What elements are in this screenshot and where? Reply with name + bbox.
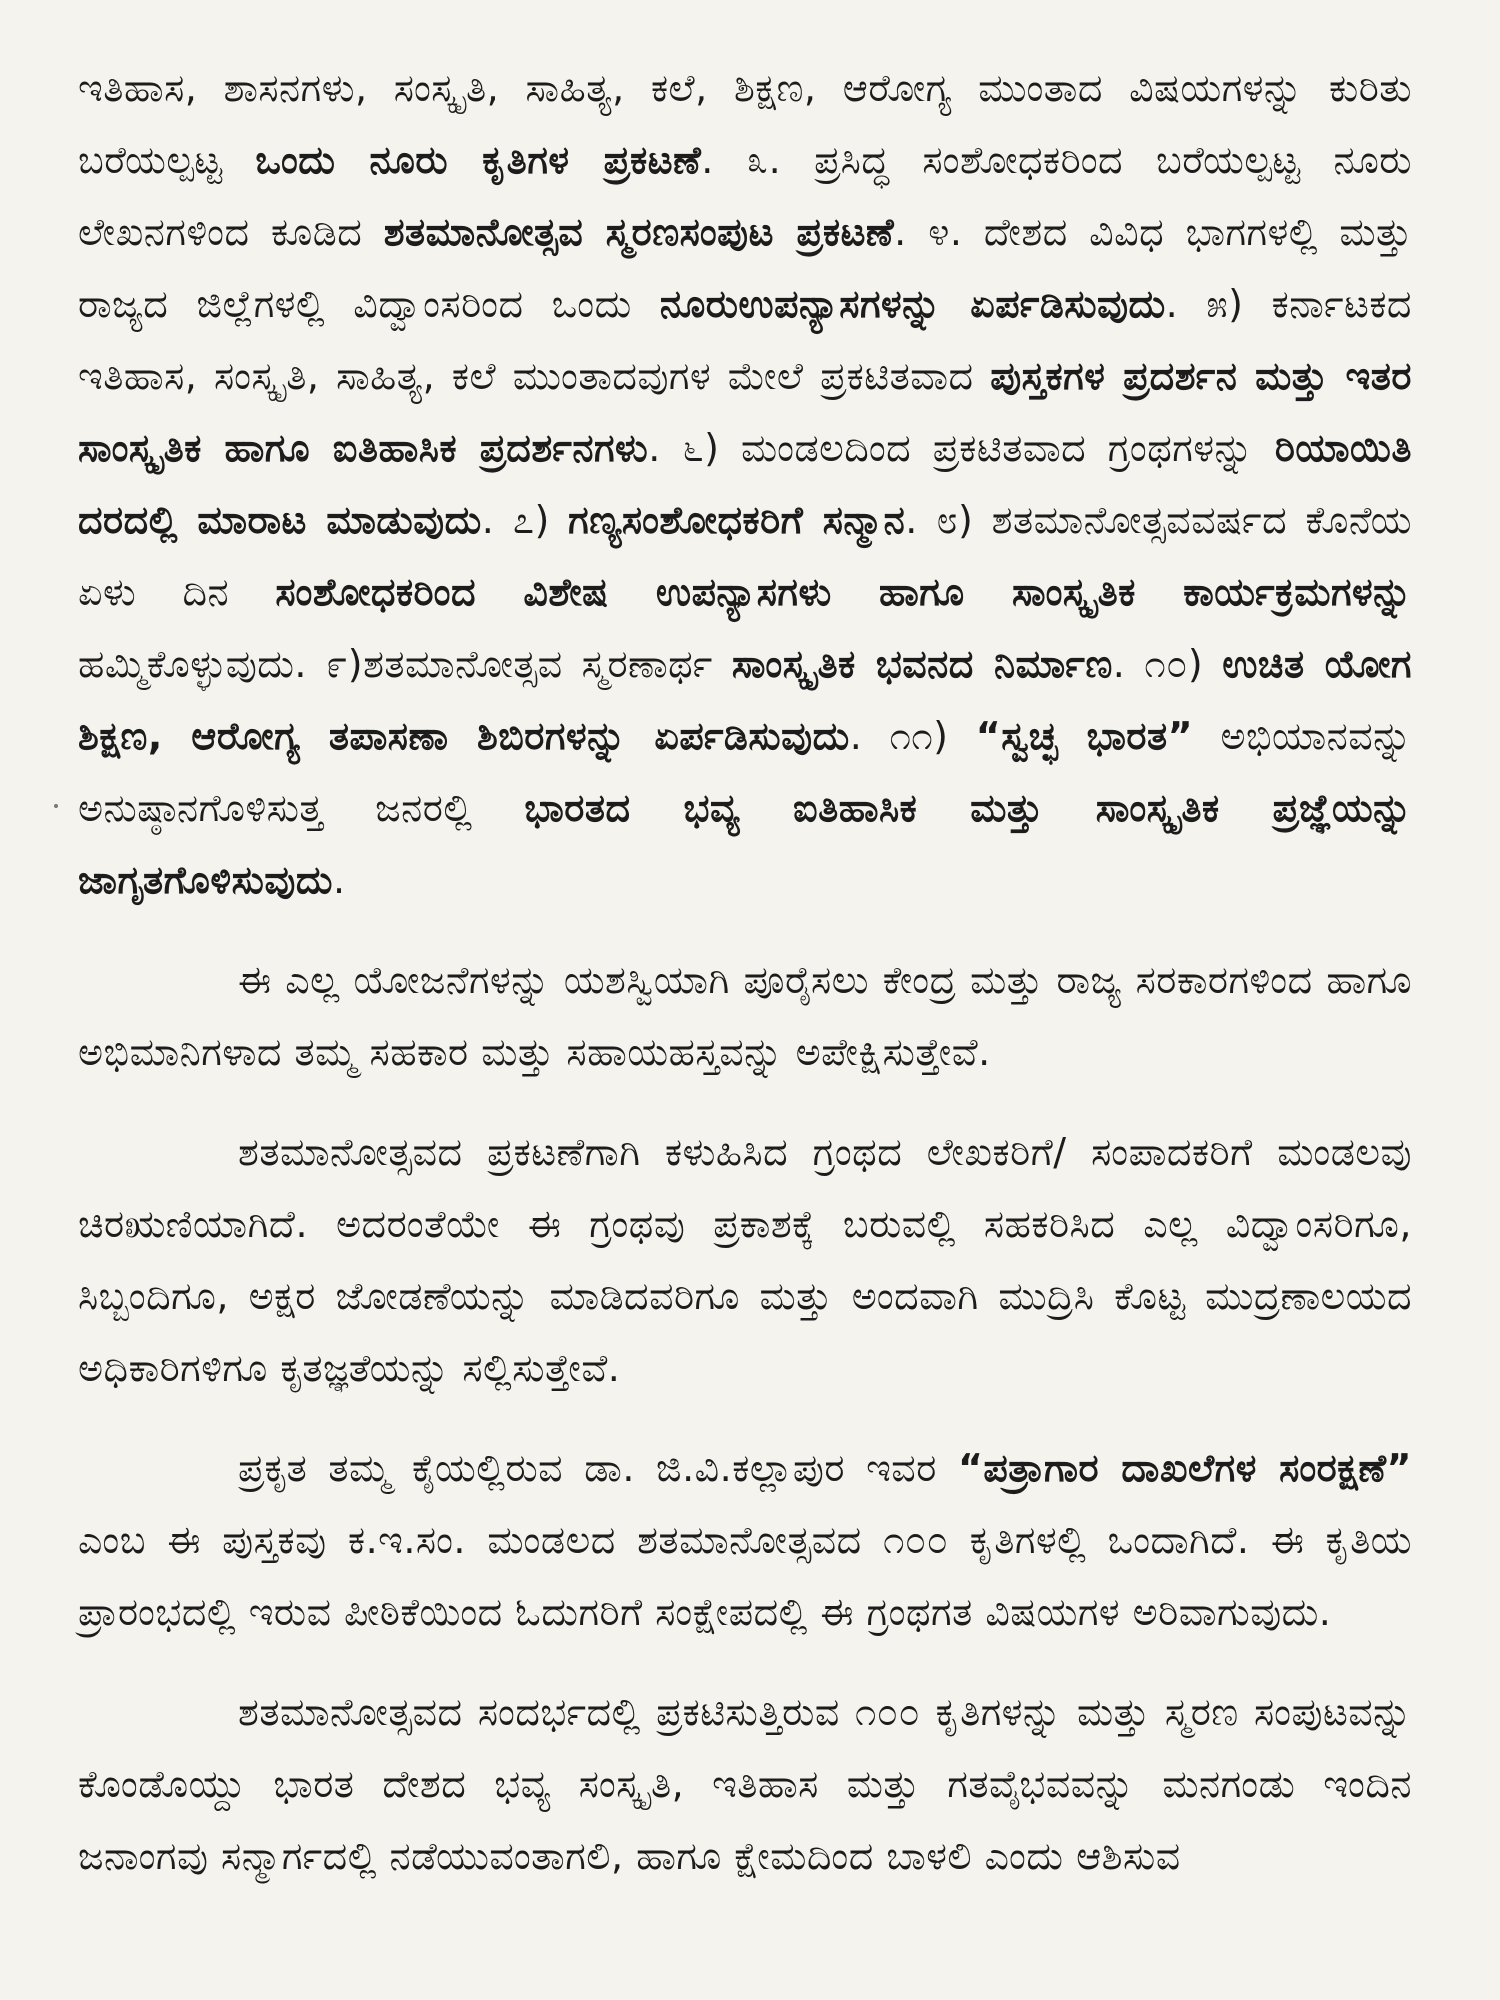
plans-text-7: . ೮) ಶತಮಾನೋತ್ಸವವರ್ಷದ ಕೊನೆಯ ಏಳು ದಿನ — [78, 498, 1413, 614]
plans-bold-6: ಗಣ್ಯಸಂಶೋಧಕರಿಗೆ ಸನ್ಮಾನ — [568, 498, 906, 542]
plans-bold-10: “ಸ್ವಚ್ಛ ಭಾರತ” — [975, 714, 1194, 758]
plans-bold-9: ಉಚಿತ ಯೋಗ ಶಿಕ್ಷಣ, ಆರೋಗ್ಯ ತಪಾಸಣಾ ಶಿಬಿರಗಳನ್ನು ಏರ್ಪಡಿಸುವುದು — [78, 642, 1412, 758]
paragraph-closing-wish: ಶತಮಾನೋತ್ಸವದ ಸಂದರ್ಭದಲ್ಲಿ ಪ್ರಕಟಿಸುತ್ತಿರುವ ೧೦೦ ಕೃತಿಗಳನ್ನು ಮತ್ತು ಸ್ಮರಣ ಸಂಪುಟವನ್ನು ಕೊಂಡೊಯ್ದು ಭಾರತ ದೇಶದ ಭವ್ಯ ಸಂಸ್ಕೃತಿ, ಇತಿಹಾಸ ಮತ್ತು ಗತವೈಭವವನ್ನು ಮನಗಂಡು ಇಂದಿನ ಜನಾಂಗವು ಸನ್ಮಾರ್ಗದಲ್ಲಿ ನಡೆಯುವಂತಾಗಲಿ, ಹಾಗೂ ಕ್ಷೇಮದಿಂದ ಬಾಳಲಿ ಎಂದು ಆಶಿಸುವ — [78, 1690, 1412, 1878]
plans-bold-7: ಸಂಶೋಧಕರಿಂದ ವಿಶೇಷ ಉಪನ್ಯಾಸಗಳು ಹಾಗೂ ಸಾಂಸ್ಕೃತಿಕ ಕಾರ್ಯಕ್ರಮಗಳನ್ನು — [275, 570, 1412, 614]
plans-text-1: ಇತಿಹಾಸ, ಶಾಸನಗಳು, ಸಂಸ್ಕೃತಿ, ಸಾಹಿತ್ಯ, ಕಲೆ, ಶಿಕ್ಷಣ, ಆರೋಗ್ಯ ಮುಂತಾದ ವಿಷಯಗಳನ್ನು ಕುರಿತು ಬರೆಯಲ್ಪಟ್ಟ — [78, 66, 1412, 182]
plans-bold-4: ಪುಸ್ತಕಗಳ ಪ್ರದರ್ಶನ ಮತ್ತು ಇತರ ಸಾಂಸ್ಕೃತಿಕ ಹಾಗೂ ಐತಿಹಾಸಿಕ ಪ್ರದರ್ಶನಗಳು — [78, 354, 1412, 470]
book-intro-text-2: ಎಂಬ ಈ ಪುಸ್ತಕವು ಕ.ಇ.ಸಂ. ಮಂಡಲದ ಶತಮಾನೋತ್ಸವದ ೧೦೦ ಕೃತಿಗಳಲ್ಲಿ ಒಂದಾಗಿದೆ. ಈ ಕೃತಿಯ ಪ್ರಾರಂಭದಲ್ಲಿ ಇರುವ ಪೀಠಿಕೆಯಿಂದ ಓದುಗರಿಗೆ ಸಂಕ್ಷೇಪದಲ್ಲಿ ಈ ಗ್ರಂಥಗತ ವಿಷಯಗಳ ಅರಿವಾಗುವುದು. — [78, 1518, 1412, 1634]
paragraph-gap — [78, 1088, 1412, 1116]
plans-text-2: . ೩. ಪ್ರಸಿದ್ಧ ಸಂಶೋಧಕರಿಂದ ಬರೆಯಲ್ಪಟ್ಟ ನೂರು ಲೇಖನಗಳಿಂದ ಕೂಡಿದ — [78, 138, 1412, 254]
paragraph-request-support: ಈ ಎಲ್ಲ ಯೋಜನೆಗಳನ್ನು ಯಶಸ್ವಿಯಾಗಿ ಪೂರೈಸಲು ಕೇಂದ್ರ ಮತ್ತು ರಾಜ್ಯ ಸರಕಾರಗಳಿಂದ ಹಾಗೂ ಅಭಿಮಾನಿಗಳಾದ ತಮ್ಮ ಸಹಕಾರ ಮತ್ತು ಸಹಾಯಹಸ್ತವನ್ನು ಅಪೇಕ್ಷಿಸುತ್ತೇವೆ. — [78, 958, 1412, 1074]
plans-text-11: ಅಭಿಯಾನವನ್ನು ಅನುಷ್ಠಾನಗೊಳಿಸುತ್ತ ಜನರಲ್ಲಿ — [78, 714, 1412, 830]
plans-text-9: . ೧೦) — [1112, 642, 1223, 686]
book-intro-text-1: ಪ್ರಕೃತ ತಮ್ಮ ಕೈಯಲ್ಲಿರುವ ಡಾ. ಜಿ.ವಿ.ಕಲ್ಲಾಪುರ ಇವರ — [238, 1446, 958, 1490]
scan-speck — [54, 804, 58, 808]
paragraph-gap — [78, 916, 1412, 944]
plans-bold-5: ರಿಯಾಯಿತಿ ದರದಲ್ಲಿ ಮಾರಾಟ ಮಾಡುವುದು — [78, 426, 1412, 542]
plans-text-12: . — [333, 858, 346, 902]
plans-text-8: ಹಮ್ಮಿಕೊಳ್ಳುವುದು. ೯)ಶತಮಾನೋತ್ಸವ ಸ್ಮರಣಾರ್ಥ — [78, 642, 732, 686]
plans-bold-3: ನೂರುಉಪನ್ಯಾಸಗಳನ್ನು ಏರ್ಪಡಿಸುವುದು — [659, 282, 1166, 326]
book-title: “ಪತ್ರಾಗಾರ ದಾಖಲೆಗಳ ಸಂರಕ್ಷಣೆ” — [957, 1446, 1413, 1490]
paragraph-gap — [78, 1404, 1412, 1432]
plans-text-3: . ೪. ದೇಶದ ವಿವಿಧ ಭಾಗಗಳಲ್ಲಿ ಮತ್ತು ರಾಜ್ಯದ ಜಿಲ್ಲೆಗಳಲ್ಲಿ ವಿದ್ವಾಂಸರಿಂದ ಒಂದು — [78, 210, 1412, 326]
paragraph-acknowledgement: ಶತಮಾನೋತ್ಸವದ ಪ್ರಕಟಣೆಗಾಗಿ ಕಳುಹಿಸಿದ ಗ್ರಂಥದ ಲೇಖಕರಿಗೆ/ ಸಂಪಾದಕರಿಗೆ ಮಂಡಲವು ಚಿರಋಣಿಯಾಗಿದೆ. ಅದರಂತೆಯೇ ಈ ಗ್ರಂಥವು ಪ್ರಕಾಶಕ್ಕೆ ಬರುವಲ್ಲಿ ಸಹಕರಿಸಿದ ಎಲ್ಲ ವಿದ್ವಾಂಸರಿಗೂ, ಸಿಬ್ಬಂದಿಗೂ, ಅಕ್ಷರ ಜೋಡಣೆಯನ್ನು ಮಾಡಿದವರಿಗೂ ಮತ್ತು ಅಂದವಾಗಿ ಮುದ್ರಿಸಿ ಕೊಟ್ಟ ಮುದ್ರಣಾಲಯದ ಅಧಿಕಾರಿಗಳಿಗೂ ಕೃತಜ್ಞತೆಯನ್ನು ಸಲ್ಲಿಸುತ್ತೇವೆ. — [78, 1130, 1412, 1390]
plans-text-6: . ೭) — [481, 498, 569, 542]
plans-bold-11: ಭಾರತದ ಭವ್ಯ ಐತಿಹಾಸಿಕ ಮತ್ತು ಸಾಂಸ್ಕೃತಿಕ ಪ್ರಜ್ಞೆಯನ್ನು ಜಾಗೃತಗೊಳಿಸುವುದು — [78, 786, 1412, 902]
plans-text-4: . ೫) ಕರ್ನಾಟಕದ ಇತಿಹಾಸ, ಸಂಸ್ಕೃತಿ, ಸಾಹಿತ್ಯ, ಕಲೆ ಮುಂತಾದವುಗಳ ಮೇಲೆ ಪ್ರಕಟಿತವಾದ — [78, 282, 1412, 398]
plans-bold-2: ಶತಮಾನೋತ್ಸವ ಸ್ಮರಣಸಂಪುಟ ಪ್ರಕಟಣೆ — [383, 210, 895, 254]
plans-bold-8: ಸಾಂಸ್ಕೃತಿಕ ಭವನದ ನಿರ್ಮಾಣ — [731, 642, 1113, 686]
plans-text-10: . ೧೧) — [849, 714, 976, 758]
plans-text-5: . ೬) ಮಂಡಲದಿಂದ ಪ್ರಕಟಿತವಾದ ಗ್ರಂಥಗಳನ್ನು — [648, 426, 1275, 470]
paragraph-plans-list — [78, 52, 1412, 916]
paragraph-gap — [78, 1648, 1412, 1676]
paragraph-book-intro — [78, 1432, 1412, 1648]
plans-bold-1: ಒಂದು ನೂರು ಕೃತಿಗಳ ಪ್ರಕಟಣೆ — [255, 138, 702, 182]
